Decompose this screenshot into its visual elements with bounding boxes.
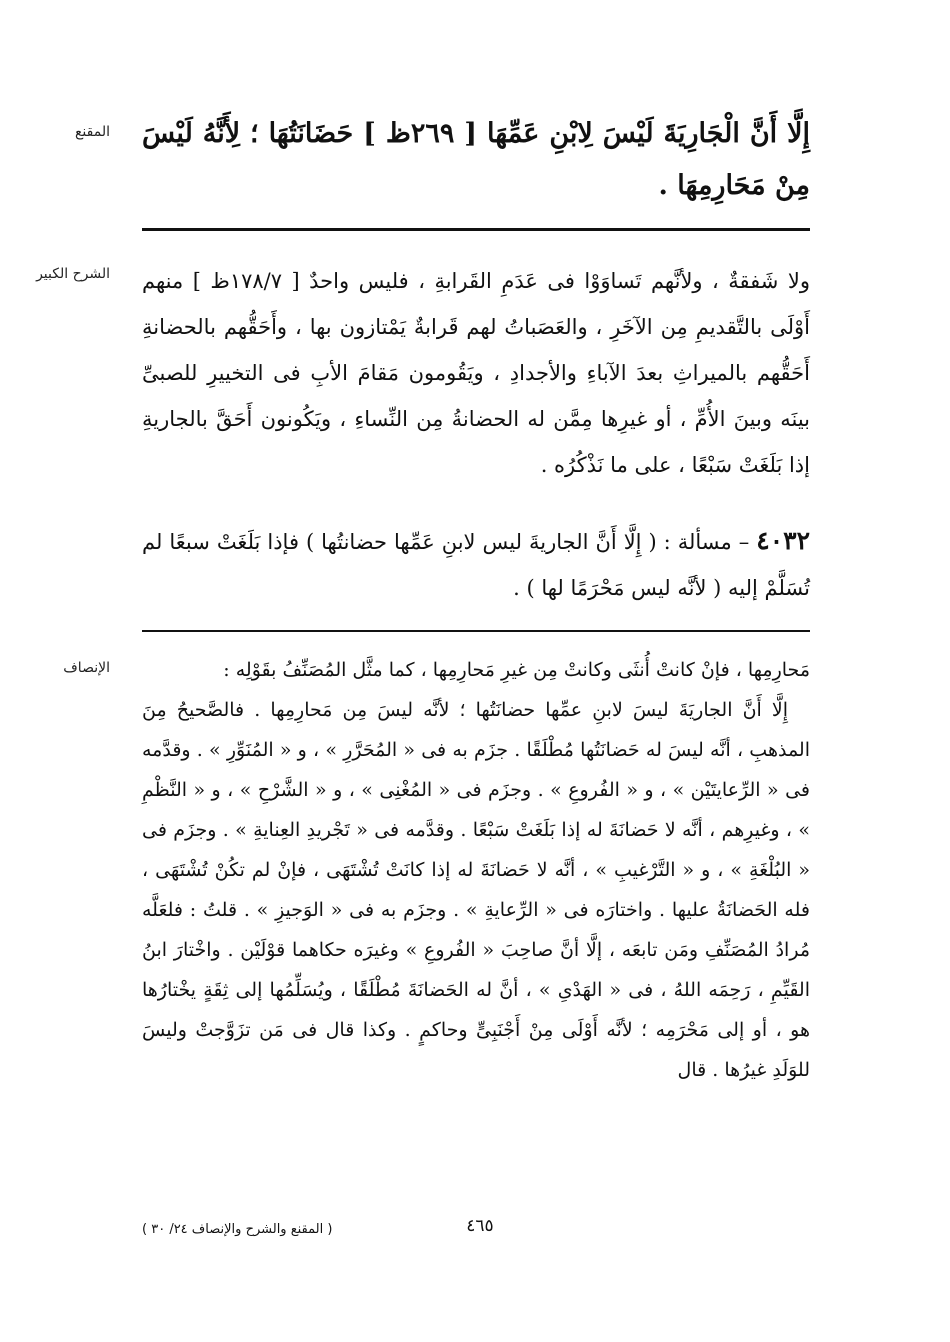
section-divider-thick	[142, 228, 810, 231]
question-number: ٤٠٣٢	[756, 526, 810, 555]
sharh-question	[142, 518, 810, 611]
insaf-paragraph-1: مَحارِمِها ، فإنْ كانتْ أُنثَى وكانتْ مِن غيرِ مَحارِمِها ، كما مثَّل المُصَنِّفُ بقَوْلِه :	[223, 659, 810, 681]
question-text: – مسألة : ( إِلَّا أَنَّ الجاريةَ ليس لابنِ عَمِّها حضانتُها ) فإذا بَلَغَتْ سبعًا لم تُسَلَّمْ إليه ( لأنَّه ليس مَحْرَمًا لها ) .	[142, 530, 810, 600]
sharh-section-label: الشرح الكبير	[36, 266, 110, 282]
section-divider-thin	[142, 630, 810, 632]
volume-reference: ( المقنع والشرح والإنصاف ٢٤/ ٣٠ )	[142, 1222, 333, 1237]
sharh-question-paragraph	[142, 518, 810, 611]
muqni-paragraph: إِلَّا أَنَّ الْجَارِيَةَ لَيْسَ لِابْنِ عَمِّهَا [ ٢٦٩ظ ] حَضَانَتُهَا ؛ لِأَنَّهُ لَيْسَ مِنْ مَحَارِمِهَا .	[142, 118, 810, 201]
insaf-paragraph-2: إِلَّا أَنَّ الجاريَةَ ليسَ لابنِ عمِّها حضانَتُها ؛ لأنَّه ليسَ مِن مَحارِمِها . فالصَّحيحُ مِنَ المذهبِ ، أنَّه ليسَ له حَضانَتُها مُطْلَقًا . جزَم به فى « المُحَرَّرِ » ، و « المُنَوِّرِ » . وقدَّمه فى « الرِّعايتَيْن » ، و « الفُروعِ » . وجزَم فى « المُغْنِى » ، و « الشَّرْحِ » ، و « النَّظْمِ » ، وغيرِهم ، أنَّه لا حَضانَةَ له إذا بَلَغَتْ سَبْعًا . وقدَّمه فى « تَجْريدِ العِنايةِ » . وجزَم فى « البُلْغَةِ » ، و « التَّرْغيبِ » ، أنَّه لا حَضانَةَ له إذا كانَتْ تُشْتَهَى ، فإنْ لم تكُنْ تُشْتَهَى ، فله الحَضانَةُ عليها . واختارَه فى « الرِّعايةِ » . وجزَم به فى « الوَجيزِ » . قلتُ : فلعَلَّه مُرادُ المُصَنِّفِ ومَن تابعَه ، إلَّا أنَّ صاحِبَ « الفُروعِ » وغيرَه حكاهما قوْلَيْن . واخْتارَ ابنُ القَيِّمِ ، رَحِمَه اللهُ ، فى « الهَدْىِ » ، أنَّ له الحَضانَةَ مُطْلَقًا ، ويُسَلِّمُها إلى ثِقَةٍ يخْتارُها هو ، أو إلى مَحْرَمِه ؛ لأنَّه أَوْلَى مِنْ أَجْنَبِىٍّ وحاكمٍ . وكذا قال فى مَن تزَوَّجتْ وليسَ للوَلَدِ غيرُها . قال	[142, 699, 810, 1081]
sharh-text	[142, 258, 810, 488]
sharh-paragraph: ولا شَفقةٌ ، ولأنَّهم تَساوَوْا فى عَدَمِ القَرابةِ ، فليس واحدٌ [ ١٧٨/٧ظ ] منهم أَوْلَى بالتَّقديمِ مِن الآخَرِ ، والعَصَباتُ لهم قَرابةٌ يَمْتازون بها ، وأَحَقُّهم بالحضانةِ أَحَقُّهم بالميراثِ بعدَ الآباءِ والأجدادِ ، ويَقُومون مَقامَ الأبِ فى التخييرِ للصبىِّ بينَه وبينَ الأُمِّ ، أو غيرِها مِمَّن له الحضانةُ مِن النِّساءِ ، ويَكُونون أَحَقَّ بالجاريةِ إذا بَلَغَتْ سَبْعًا ، على ما نَذْكُرُه .	[142, 269, 810, 477]
insaf-section-label: الإنصاف	[63, 660, 110, 676]
insaf-text	[142, 650, 810, 1090]
muqni-text	[142, 108, 810, 212]
muqni-section-label: المقنع	[74, 124, 110, 140]
page-number: ٤٦٥	[466, 1216, 494, 1236]
